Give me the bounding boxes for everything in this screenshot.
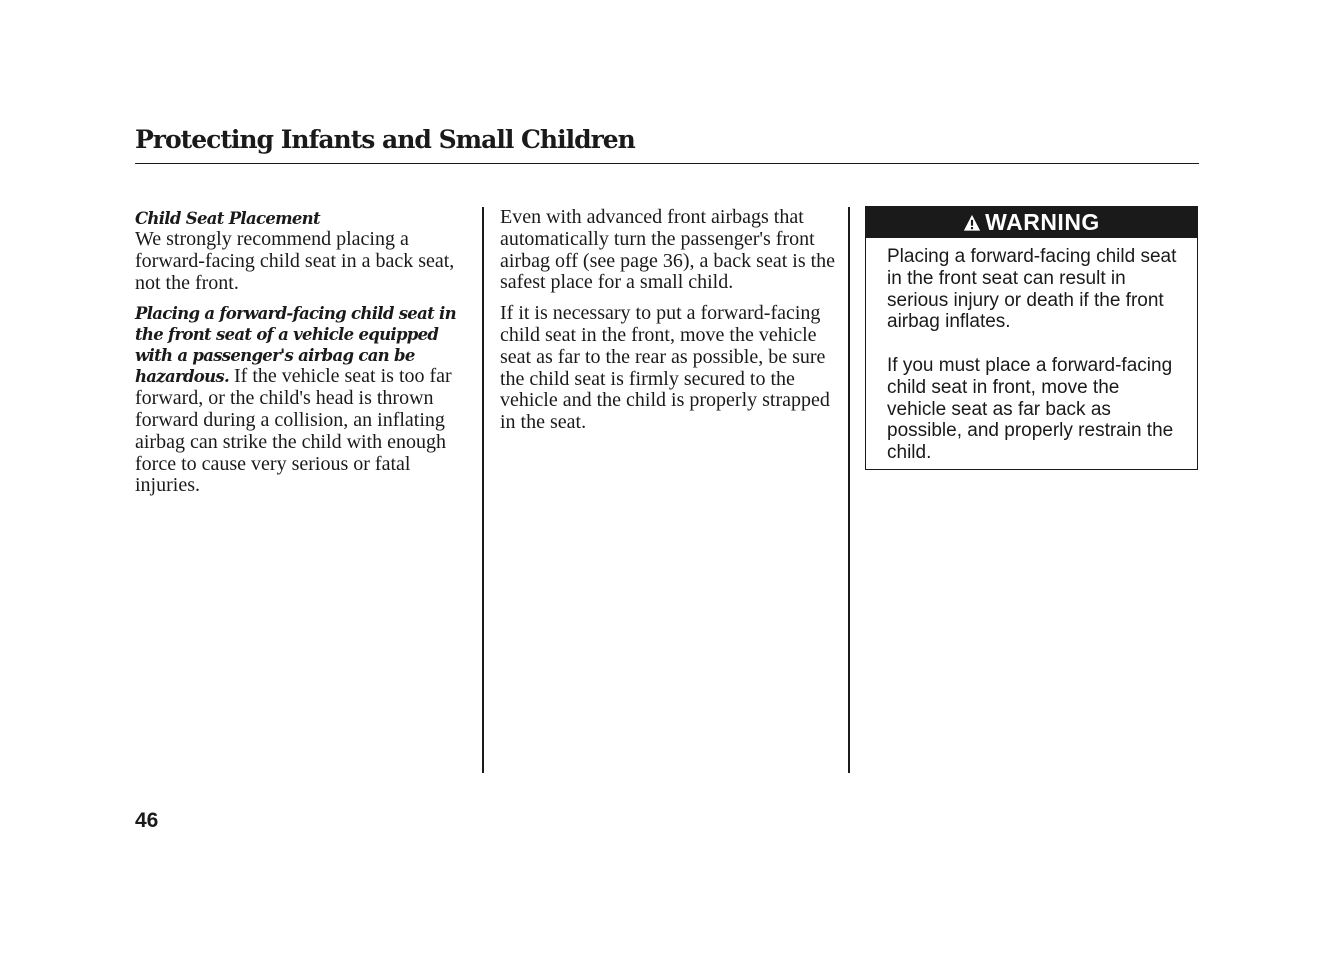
warning-header xyxy=(866,207,1197,238)
hazard-paragraph xyxy=(135,303,471,497)
hazard-body: If the vehicle seat is too far forward, or the child's head is thrown forward during a collision, an inflating airbag can strike the child with enough force to cause very serious or fatal injuries. xyxy=(135,365,452,497)
column-divider xyxy=(482,207,484,773)
warning-label: WARNING xyxy=(985,209,1100,235)
page-number: 46 xyxy=(135,809,159,832)
recommendation-paragraph: We strongly recommend placing a forward-facing child seat in a back seat, not the front. xyxy=(135,228,455,294)
middle-column xyxy=(500,207,840,443)
page-title: Protecting Infants and Small Children xyxy=(135,125,635,154)
hazard-lead-in: Placing a forward-facing child seat in the front seat of a vehicle equipped with a passenger's airbag can be hazardous. xyxy=(135,304,456,387)
warning-paragraph: If you must place a forward-facing child seat in front, move the vehicle seat as far back as possible, and properly restrain the child. xyxy=(887,354,1174,464)
front-seat-instructions-paragraph: If it is necessary to put a forward-facing child seat in the front, move the vehicle seat as far to the rear as possible, be sure the child seat is firmly secured to the vehicle and the child is properly strapped in the seat. xyxy=(500,302,830,434)
advanced-airbag-paragraph: Even with advanced front airbags that automatically turn the passenger's front airbag off (see page 36), a back seat is the safest place for a small child. xyxy=(500,206,836,294)
warning-paragraph: Placing a forward-facing child seat in the front seat can result in serious injury or death if the front airbag inflates. xyxy=(887,246,1177,333)
column-divider xyxy=(848,207,850,773)
title-divider xyxy=(135,163,1199,164)
warning-body xyxy=(866,238,1197,464)
left-column xyxy=(135,207,471,506)
warning-box xyxy=(865,206,1198,470)
section-subheading: Child Seat Placement xyxy=(135,209,320,228)
warning-triangle-icon xyxy=(963,214,981,232)
